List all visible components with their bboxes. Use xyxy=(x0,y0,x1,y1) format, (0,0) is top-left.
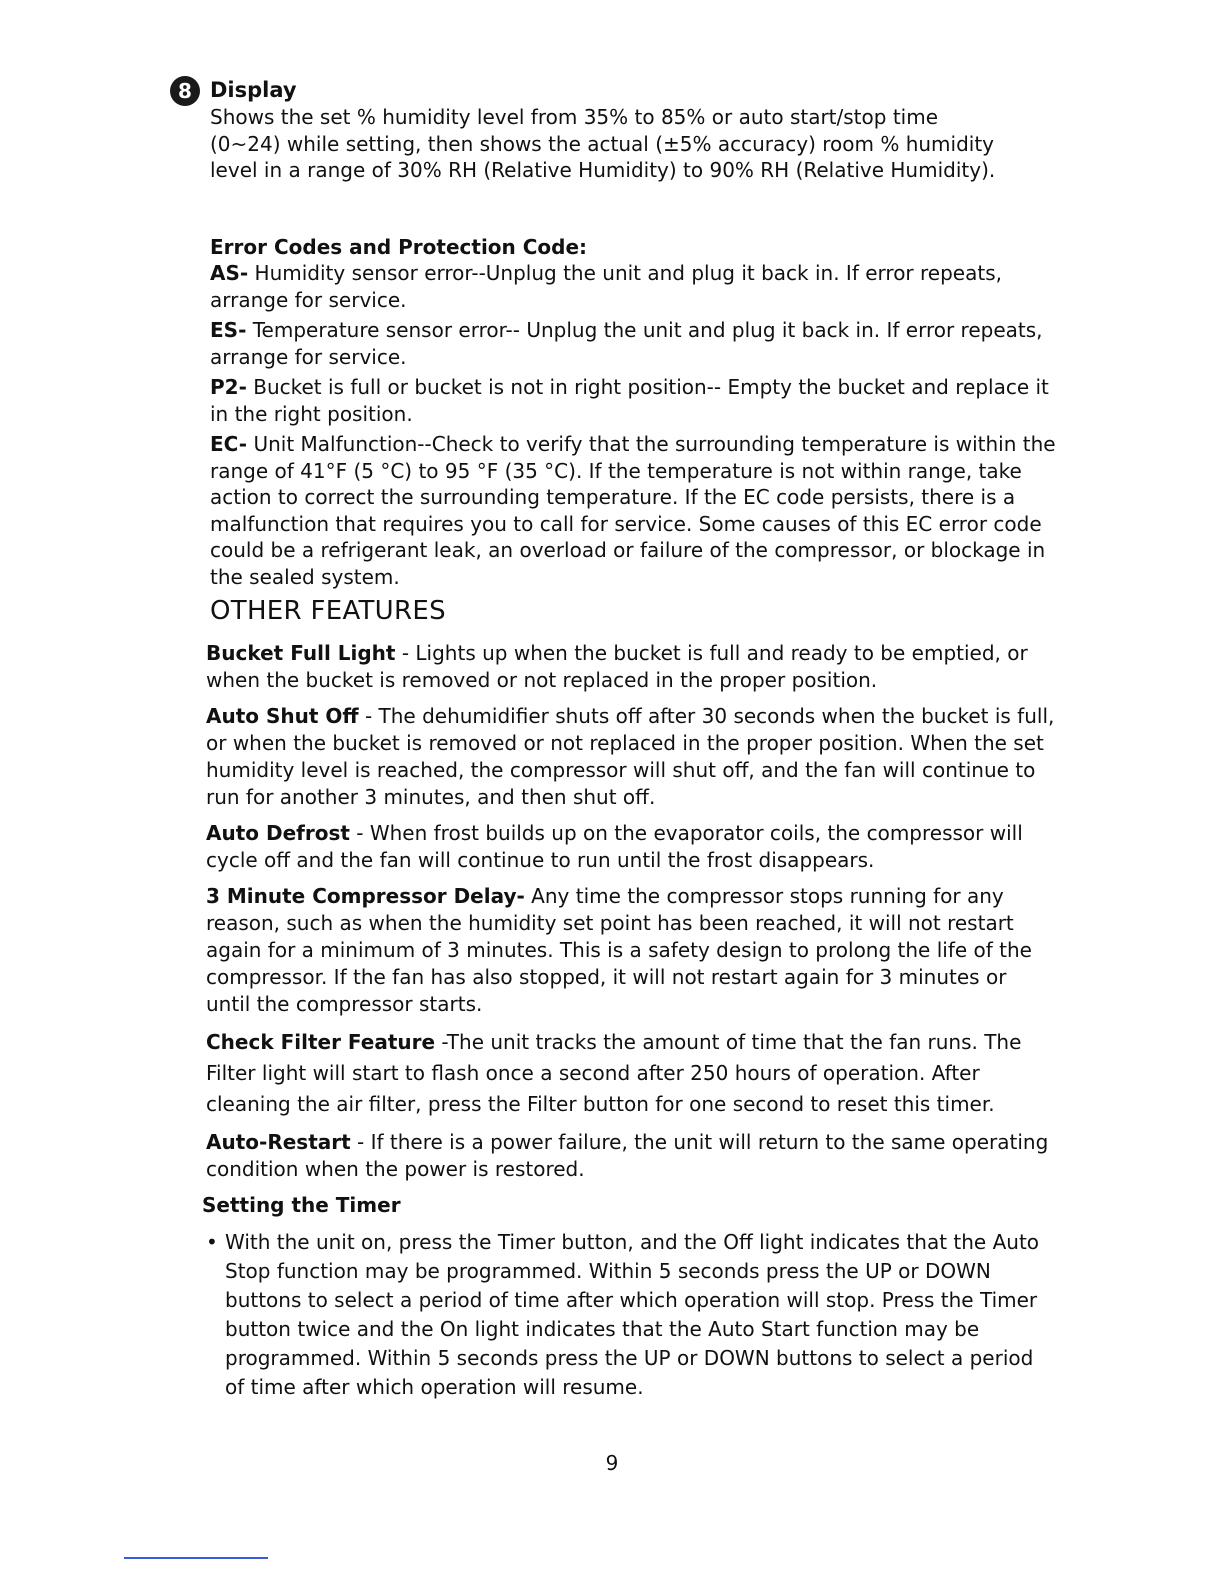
other-features-heading: OTHER FEATURES xyxy=(210,596,446,626)
error-code-item xyxy=(210,374,1060,427)
display-description: Shows the set % humidity level from 35% to 85% or auto start/stop time (0~24) while setting, then shows the actual (±5% accuracy) room % humidity level in a range of 30% RH (Relative Humidity) to 90% RH (Relative Humidity). xyxy=(210,105,996,182)
timer-instructions-list xyxy=(206,1228,1056,1402)
error-code-label: EC- xyxy=(210,432,248,456)
footer-divider xyxy=(124,1557,268,1559)
timer-instruction-text: With the unit on, press the Timer button, and the Off light indicates that the Auto Stop function may be programmed. Within 5 seconds press the UP or DOWN buttons to select a period of time after which operation will stop. Press the Timer button twice and the On light indicates that the Auto Start function may be programmed. Within 5 seconds press the UP or DOWN buttons to select a period of time after which operation will resume. xyxy=(225,1230,1040,1399)
feature-text: - When frost builds up on the evaporator coils, the compressor will cycle off and the fan will continue to run until the frost disappears. xyxy=(206,821,1023,872)
display-title: Display xyxy=(210,78,297,102)
feature-text: Any time the compressor stops running for any reason, such as when the humidity set point has been reached, it will not restart again for a minimum of 3 minutes. This is a safety design to prolong the life of the compressor. If the fan has also stopped, it will not restart again for 3 minutes or until the compressor starts. xyxy=(206,884,1032,1016)
error-codes-heading: Error Codes and Protection Code: xyxy=(210,235,588,259)
feature-text: - If there is a power failure, the unit will return to the same operating condition when the power is restored. xyxy=(206,1130,1049,1181)
error-code-text: Bucket is full or bucket is not in right position-- Empty the bucket and replace it in the right position. xyxy=(210,375,1049,426)
error-code-label: ES- xyxy=(210,318,247,342)
feature-name: Auto Shut Off xyxy=(206,704,359,728)
error-code-item xyxy=(210,317,1060,370)
feature-item xyxy=(206,703,1056,811)
feature-item xyxy=(206,1129,1056,1183)
list-item xyxy=(206,1228,1056,1402)
page-number: 9 xyxy=(605,1451,619,1475)
setting-timer-heading: Setting the Timer xyxy=(202,1193,401,1217)
feature-text: -The unit tracks the amount of time that the fan runs. The Filter light will start to flash once a second after 250 hours of operation. After cleaning the air filter, press the Filter button for one second to reset this timer. xyxy=(206,1030,1022,1116)
feature-item xyxy=(206,1027,1056,1120)
feature-name: Check Filter Feature xyxy=(206,1030,436,1054)
section-number-badge: 8 xyxy=(170,76,200,106)
error-code-label: AS- xyxy=(210,261,249,285)
error-code-item xyxy=(210,260,1060,313)
error-code-text: Humidity sensor error--Unplug the unit and plug it back in. If error repeats, arrange for service. xyxy=(210,261,1002,312)
feature-text: - The dehumidifier shuts off after 30 seconds when the bucket is full, or when the bucket is removed or not replaced in the proper position. When the set humidity level is reached, the compressor will shut off, and the fan will continue to run for another 3 minutes, and then shut off. xyxy=(206,704,1055,809)
error-code-text: Temperature sensor error-- Unplug the unit and plug it back in. If error repeats, arrange for service. xyxy=(210,318,1043,369)
feature-item xyxy=(206,820,1056,874)
error-code-item xyxy=(210,431,1060,590)
feature-name: Bucket Full Light xyxy=(206,641,396,665)
feature-text: - Lights up when the bucket is full and ready to be emptied, or when the bucket is removed or not replaced in the proper position. xyxy=(206,641,1028,692)
error-code-label: P2- xyxy=(210,375,247,399)
feature-item xyxy=(206,640,1056,694)
bullet-icon: • xyxy=(206,1230,218,1254)
error-code-text: Unit Malfunction--Check to verify that the surrounding temperature is within the range of 41°F (5 °C) to 95 °F (35 °C). If the temperature is not within range, take action to correct the surrounding temperature. If the EC code persists, there is a malfunction that requires you to call for service. Some causes of this EC error code could be a refrigerant leak, an overload or failure of the compressor, or blockage in the sealed system. xyxy=(210,432,1056,589)
feature-name: Auto-Restart xyxy=(206,1130,351,1154)
feature-name: 3 Minute Compressor Delay- xyxy=(206,884,525,908)
error-codes-section xyxy=(210,234,1060,594)
feature-item xyxy=(206,883,1056,1018)
feature-name: Auto Defrost xyxy=(206,821,350,845)
other-features-section xyxy=(202,640,1056,1402)
